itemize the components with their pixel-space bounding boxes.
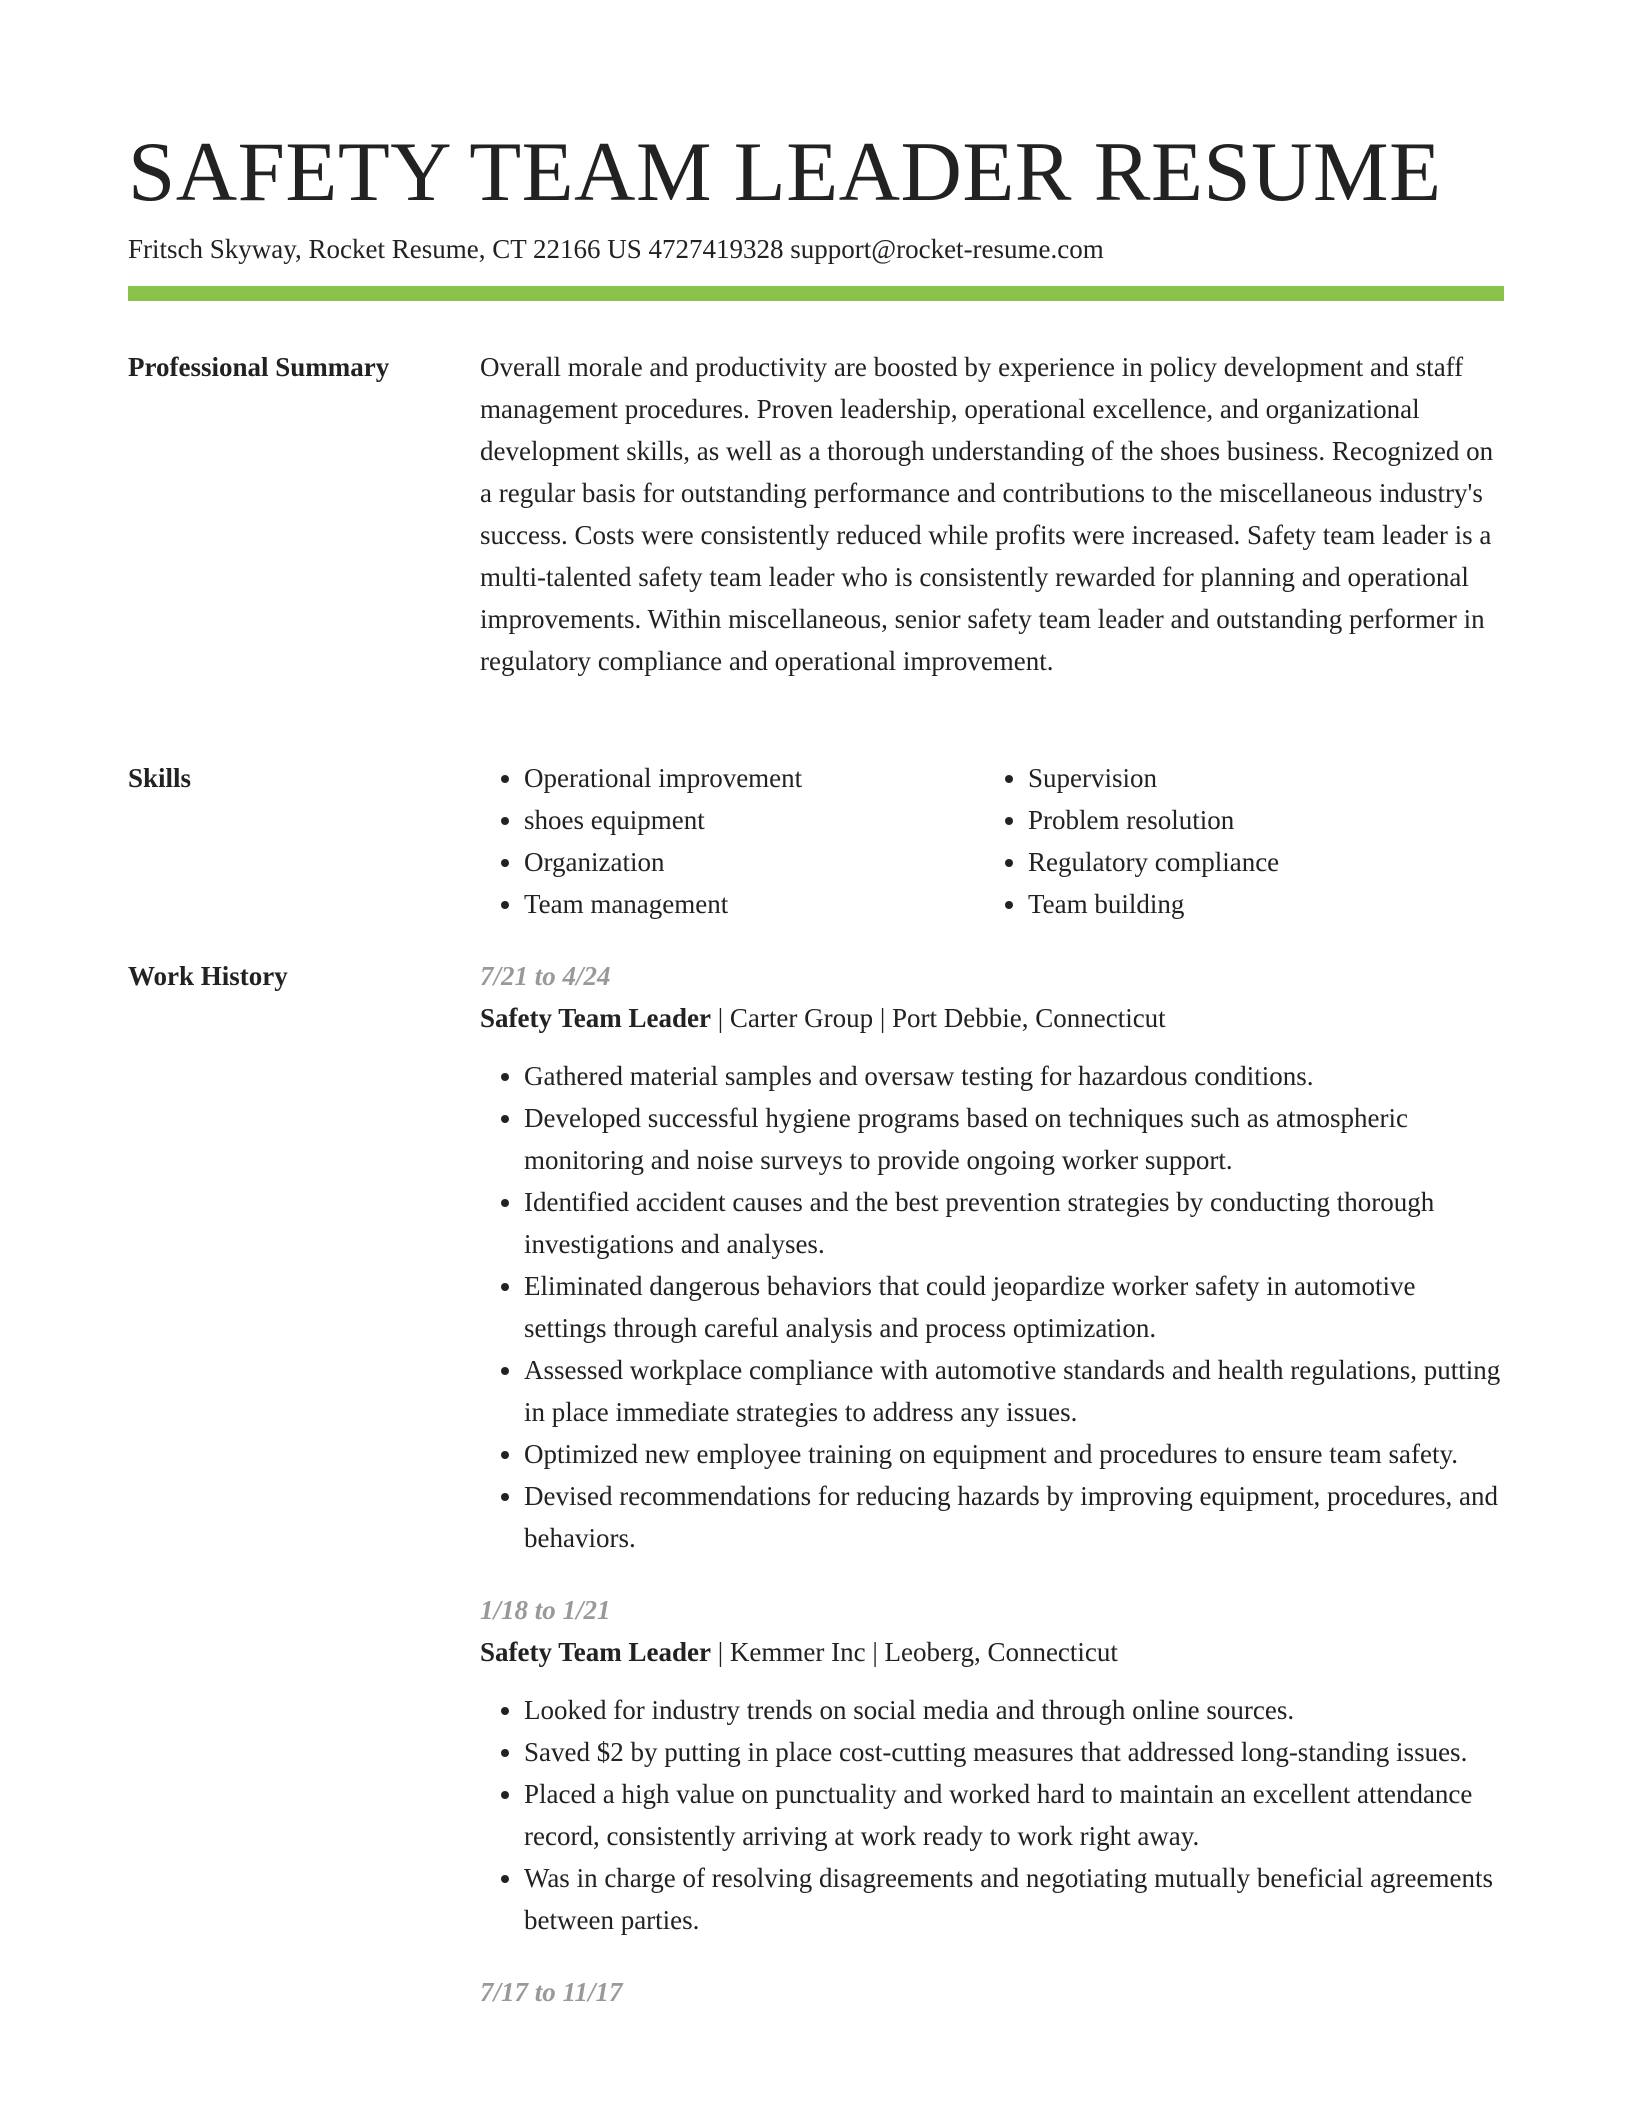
job-entry <box>480 1589 1504 1941</box>
job-bullet: • Eliminated dangerous behaviors that could jeopardize worker safety in automotive settings through careful analysis and process optimization. <box>524 1265 1504 1349</box>
job-heading <box>480 1631 1504 1673</box>
section-label-skills: Skills <box>128 763 192 793</box>
job-bullet: • Assessed workplace compliance with automotive standards and health regulations, putting in place immediate strategies to address any issues. <box>524 1349 1504 1433</box>
skill-item: • Operational improvement <box>524 757 984 799</box>
contact-line: Fritsch Skyway, Rocket Resume, CT 22166 US 4727419328 support@rocket-resume.com <box>128 234 1104 264</box>
skill-item: • Supervision <box>1028 757 1488 799</box>
job-bullets <box>480 1055 1504 1559</box>
job-entry <box>480 955 1504 1559</box>
job-title: Safety Team Leader <box>480 1637 711 1667</box>
section-label-summary: Professional Summary <box>128 352 390 382</box>
job-details: | Carter Group | Port Debbie, Connecticut <box>710 1003 1166 1033</box>
job-dates: 7/17 to 11/17 <box>480 1977 623 2007</box>
job-details: | Kemmer Inc | Leoberg, Connecticut <box>710 1637 1118 1667</box>
job-dates: 1/18 to 1/21 <box>480 1595 611 1625</box>
job-bullets <box>480 1689 1504 1941</box>
skills-list-left <box>480 757 984 925</box>
job-bullet: • Identified accident causes and the best prevention strategies by conducting thorough investigations and analyses. <box>524 1181 1504 1265</box>
job-heading <box>480 997 1504 1039</box>
skill-item: • Regulatory compliance <box>1028 841 1488 883</box>
skills-list-right <box>984 757 1488 925</box>
skill-item: • Team management <box>524 883 984 925</box>
skill-item: • Team building <box>1028 883 1488 925</box>
section-label-work-history: Work History <box>128 961 288 991</box>
job-entry <box>480 1971 1504 2013</box>
job-bullet: • Placed a high value on punctuality and worked hard to maintain an excellent attendance record, consistently arriving at work ready to work right away. <box>524 1773 1504 1857</box>
job-bullet: • Looked for industry trends on social media and through online sources. <box>524 1689 1504 1731</box>
job-bullet: • Devised recommendations for reducing hazards by improving equipment, procedures, and behaviors. <box>524 1475 1504 1559</box>
skill-item: • shoes equipment <box>524 799 984 841</box>
job-bullet: • Saved $2 by putting in place cost-cutting measures that addressed long-standing issues. <box>524 1731 1504 1773</box>
job-bullet: • Optimized new employee training on equipment and procedures to ensure team safety. <box>524 1433 1504 1475</box>
summary-text: Overall morale and productivity are boosted by experience in policy development and staff management procedures. Proven leadership, operational excellence, and organizational development skills, as well as a thorough understanding of the shoes business. Recognized on a regular basis for outstanding performance and contributions to the miscellaneous industry's success. Costs were consistently reduced while profits were increased. Safety team leader is a multi-talented safety team leader who is consistently rewarded for planning and operational improvements. Within miscellaneous, senior safety team leader and outstanding performer in regulatory compliance and operational improvement. <box>480 352 1494 676</box>
job-title: Safety Team Leader <box>480 1003 711 1033</box>
resume-title: SAFETY TEAM LEADER RESUME <box>128 125 1442 219</box>
skill-item: • Problem resolution <box>1028 799 1488 841</box>
header-divider <box>128 286 1504 301</box>
job-bullet: • Developed successful hygiene programs based on techniques such as atmospheric monitoring and noise surveys to provide ongoing worker support. <box>524 1097 1504 1181</box>
skill-item: • Organization <box>524 841 984 883</box>
job-bullet: • Was in charge of resolving disagreements and negotiating mutually beneficial agreements between parties. <box>524 1857 1504 1941</box>
job-dates: 7/21 to 4/24 <box>480 961 611 991</box>
job-bullet: • Gathered material samples and oversaw testing for hazardous conditions. <box>524 1055 1504 1097</box>
